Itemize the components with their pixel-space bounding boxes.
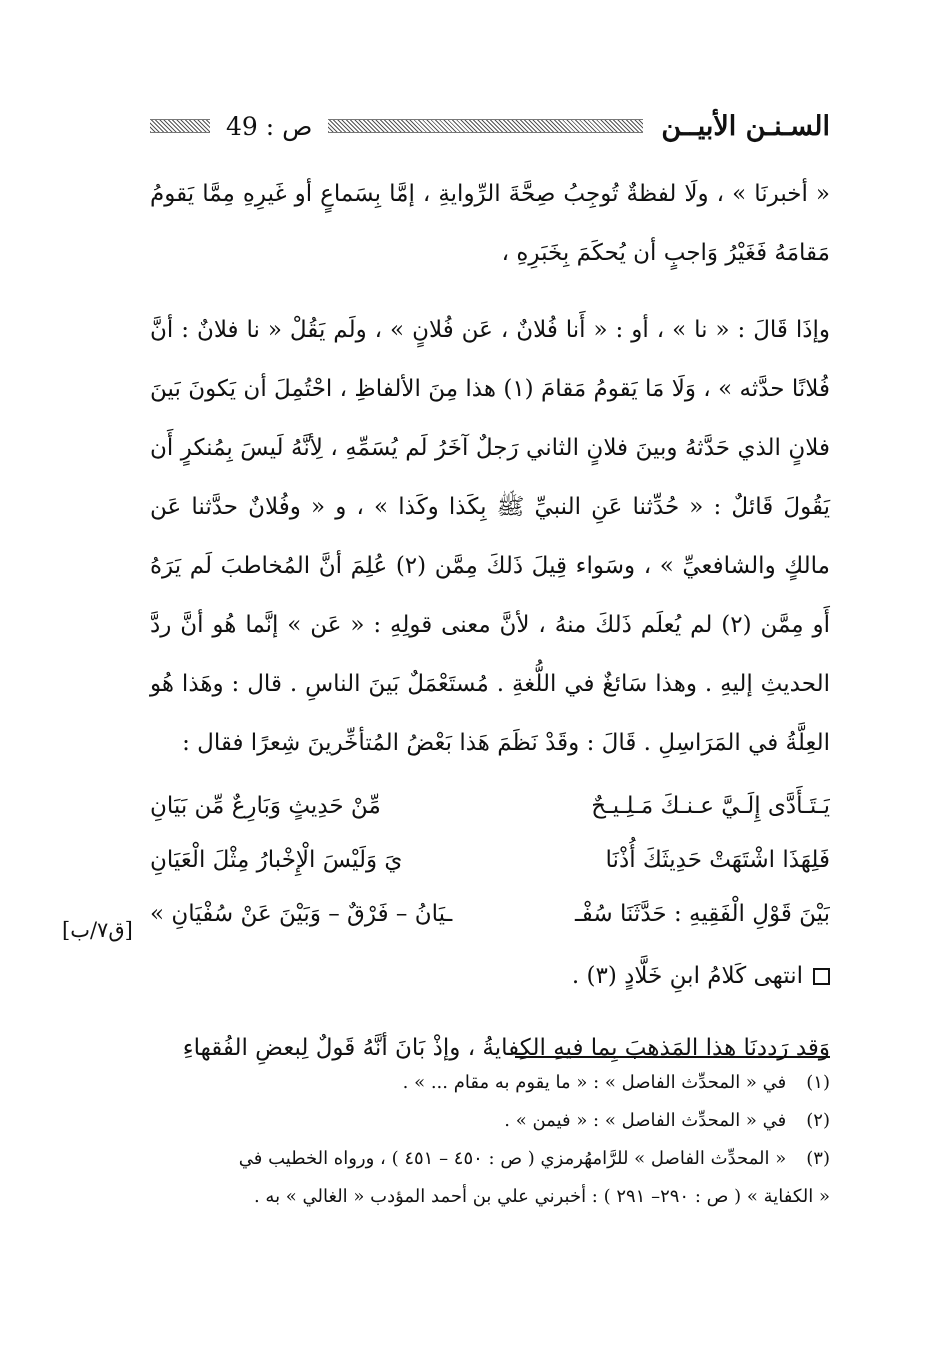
footnote-divider <box>515 1056 830 1058</box>
end-quote-text: انتهى كَلامُ ابنِ خَلَّادٍ (٣) . <box>571 963 803 989</box>
poem-verse <box>150 833 830 887</box>
footnote-text: في « المحدِّث الفاصل » : « ما يقوم به مقام ... » . <box>402 1072 787 1093</box>
footnote-text: « المحدِّث الفاصل » للرَّامهُرمزي ( ص : ٤٥٠ – ٤٥١ ) ، ورواه الخطيب في <box>238 1148 787 1169</box>
poem-hemistich-second: مِّنْ حَدِيثٍ وَبَارِعٌ مِّن بَيَانِ <box>150 793 381 819</box>
end-of-quotation <box>150 947 830 1005</box>
poem-hemistich-first: يَـتَـأَدَّى إِلَـيَّ عـنـكَ مَـلِـيـحٌ <box>591 793 830 819</box>
poem-verse <box>150 887 830 941</box>
page-number: ص : 49 <box>226 111 313 141</box>
paragraph: « أخبرنَا » ، ولَا لفظةٌ تُوجِبُ صِحَّةَ الرِّوايةِ ، إمَّا بِسَماعٍ أو غَيرِهِ مِمَّا يَقومُ مَقامَهُ فَغَيْرُ وَاجبٍ أن يُحكَمَ بِخَبَرِهِ ، <box>150 181 830 266</box>
poem-verse <box>150 779 830 833</box>
footnote <box>150 1140 830 1178</box>
footnote-number: (٢) <box>806 1110 830 1131</box>
footnote <box>150 1064 830 1102</box>
footnote-continuation <box>150 1178 830 1216</box>
footnote-number: (٣) <box>806 1148 830 1169</box>
poem-hemistich-second: يَ وَلَيْسَ الْإِخْبارُ مِثْلَ الْعَيَانِ <box>150 847 403 873</box>
footnote <box>150 1102 830 1140</box>
poem <box>150 779 830 941</box>
main-text <box>150 165 830 1078</box>
page-header <box>150 104 830 148</box>
footnote-text: « الكفاية » ( ص : ٢٩٠– ٢٩١ ) : أخبرني علي بن أحمد المؤدب « الغالي » به . <box>253 1186 830 1207</box>
header-ornament-end <box>150 119 210 133</box>
square-marker-icon <box>813 968 830 985</box>
book-title: السـنـن الأبيــن <box>661 110 830 142</box>
paragraph: وإذَا قَالَ : « نا » ، أو : « أَنا فُلانٌ ، عَن فُلانٍ » ، ولَم يَقُلْ « نا فلانٌ : أنَّ فُلانًا حدَّثه » ، وَلَا مَا يَقومُ مَقامَ (١) هذا مِنَ الألفاظِ ، احْتُمِلَ أن يَكونَ بَينَ فلانٍ الذي حَدَّثهُ وبينَ فلانٍ الثاني رَجلٌ آخَرُ لَم يُسَمِّهِ ، لِأنَّهُ لَيسَ بِمُنكرٍ أَن يَقُولَ قَائلٌ : « حُدِّثنا عَنِ النبيِّ ﷺ بِكَذا وكَذا » ، و « وفُلانٌ حدَّثنا عَن مالكٍ والشافعيِّ » ، وسَواء قِيلَ ذَلكَ مِمَّن (٢) عُلِمَ أنَّ المُخاطبَ لَم يَرَهُ أَو مِمَّن (٢) لم يُعلَم ذَلكَ منهُ ، لأنَّ معنى قولِهِ : « عَن » إنَّما هُو أنَّ ردَّ الحديثِ إليهِ . وهذا سَائغٌ في اللُّغةِ . مُستَعْمَلٌ بَينَ الناسِ . قال : وهَذا هُو العِلَّةُ في المَرَاسِلِ . قَالَ : وقَدْ نَظَمَ هَذا بَعْضُ المُتأخِّرينَ شِعرًا فقال : <box>150 317 830 756</box>
manuscript-folio-mark: [ق٧/ب] <box>62 918 133 942</box>
poem-hemistich-first: فَلِهَذَا اشْتَهَتْ حَدِيثَكَ أُذْنَا <box>605 847 830 873</box>
footnote-number: (١) <box>806 1072 830 1093</box>
header-ornament <box>328 119 643 133</box>
poem-hemistich-second: ـيَانُ – فَرْقٌ – وَبَيْنَ عَنْ سُفْيَانِ » <box>150 901 453 927</box>
footnotes <box>150 1064 830 1216</box>
footnote-text: في « المحدِّث الفاصل » : « فيمن » . <box>504 1110 787 1131</box>
poem-hemistich-first: بَيْنَ قَوْلِ الْفَقِيهِ : حَدَّثَنَا سُفْـ <box>575 901 830 927</box>
paragraph: وَقد رَددنَا هذا المَذهبَ بِما فيهِ الكِفايةُ ، وإذْ بَانَ أنَّهُ قَولٌ لِبعضِ الفُقهاءِ <box>182 1035 830 1061</box>
